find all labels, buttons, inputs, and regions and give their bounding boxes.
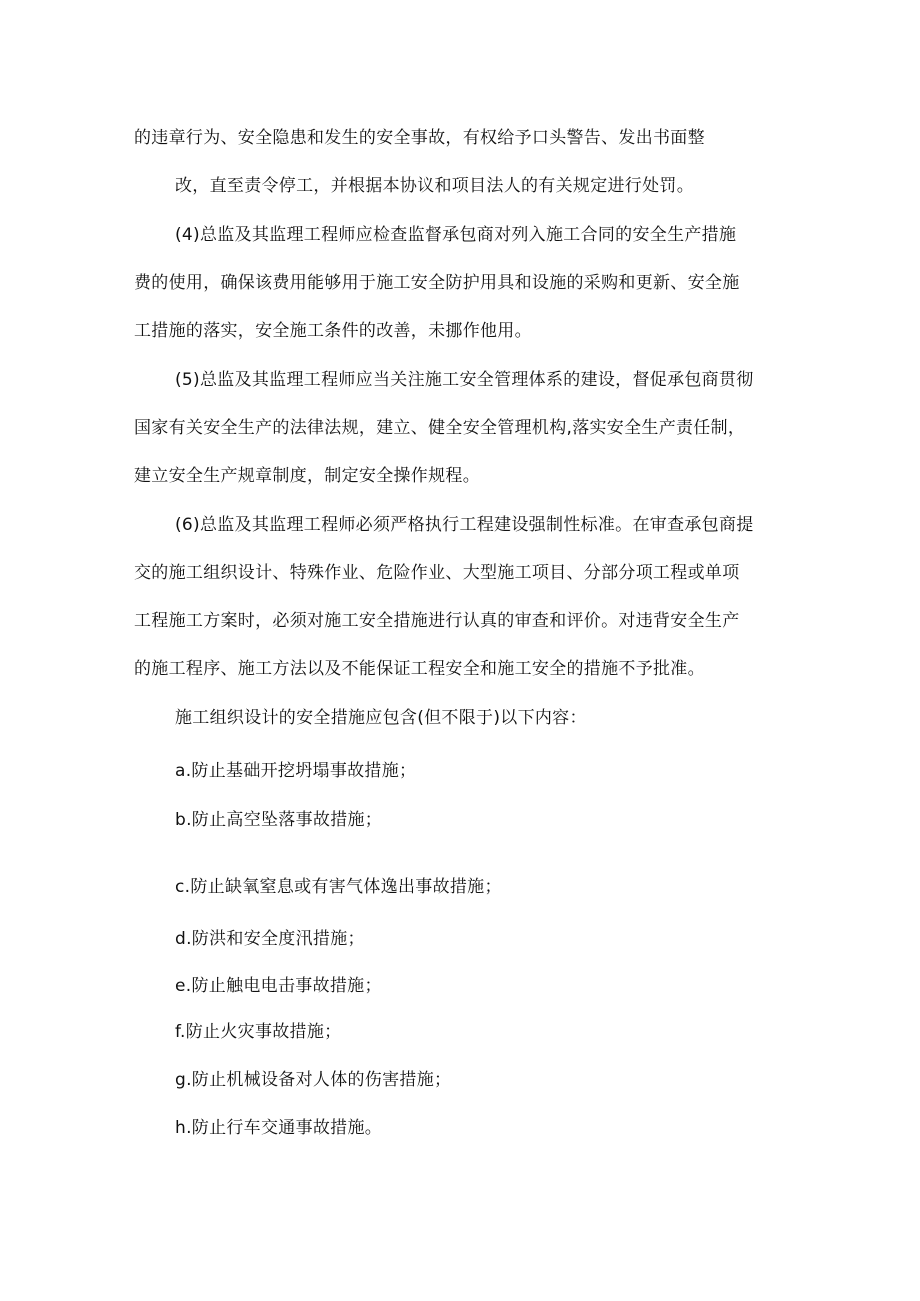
body-text-line: (5)总监及其监理工程师应当关注施工安全管理体系的建设，督促承包商贯彻 <box>175 370 754 390</box>
list-item: g.防止机械设备对人体的伤害措施； <box>175 1070 452 1090</box>
list-item: e.防止触电电击事故措施； <box>175 976 382 996</box>
body-text-line: (6)总监及其监理工程师必须严格执行工程建设强制性标准。在审查承包商提 <box>175 515 754 535</box>
body-text-line: 的施工程序、施工方法以及不能保证工程安全和施工安全的措施不予批准。 <box>134 659 705 679</box>
body-text-line: 工措施的落实，安全施工条件的改善，未挪作他用。 <box>134 321 532 341</box>
list-item: f.防止火灾事故措施； <box>175 1022 342 1042</box>
body-text-line: 工程施工方案时，必须对施工安全措施进行认真的审查和评价。对违背安全生产 <box>134 611 740 631</box>
body-text-line: 交的施工组织设计、特殊作业、危险作业、大型施工项目、分部分项工程或单项 <box>134 563 740 583</box>
body-text-line: 国家有关安全生产的法律法规，建立、健全安全管理机构,落实安全生产责任制， <box>134 418 746 438</box>
body-text-line: 的违章行为、安全隐患和发生的安全事故，有权给予口头警告、发出书面整 <box>134 128 705 148</box>
body-text-line: 建立安全生产规章制度，制定安全操作规程。 <box>134 466 480 486</box>
list-item: b.防止高空坠落事故措施； <box>175 810 383 830</box>
list-item: c.防止缺氧窒息或有害气体逸出事故措施； <box>175 877 502 897</box>
list-intro-line: 施工组织设计的安全措施应包含(但不限于)以下内容： <box>175 708 587 728</box>
body-text-line: 改，直至责令停工，并根据本协议和项目法人的有关规定进行处罚。 <box>175 176 694 196</box>
list-item: a.防止基础开挖坍塌事故措施； <box>175 761 417 781</box>
body-text-line: (4)总监及其监理工程师应检查监督承包商对列入施工合同的安全生产措施 <box>175 225 737 245</box>
list-item: h.防止行车交通事故措施。 <box>175 1118 383 1138</box>
body-text-line: 费的使用，确保该费用能够用于施工安全防护用具和设施的采购和更新、安全施 <box>134 273 740 293</box>
list-item: d.防洪和安全度汛措施； <box>175 929 365 949</box>
